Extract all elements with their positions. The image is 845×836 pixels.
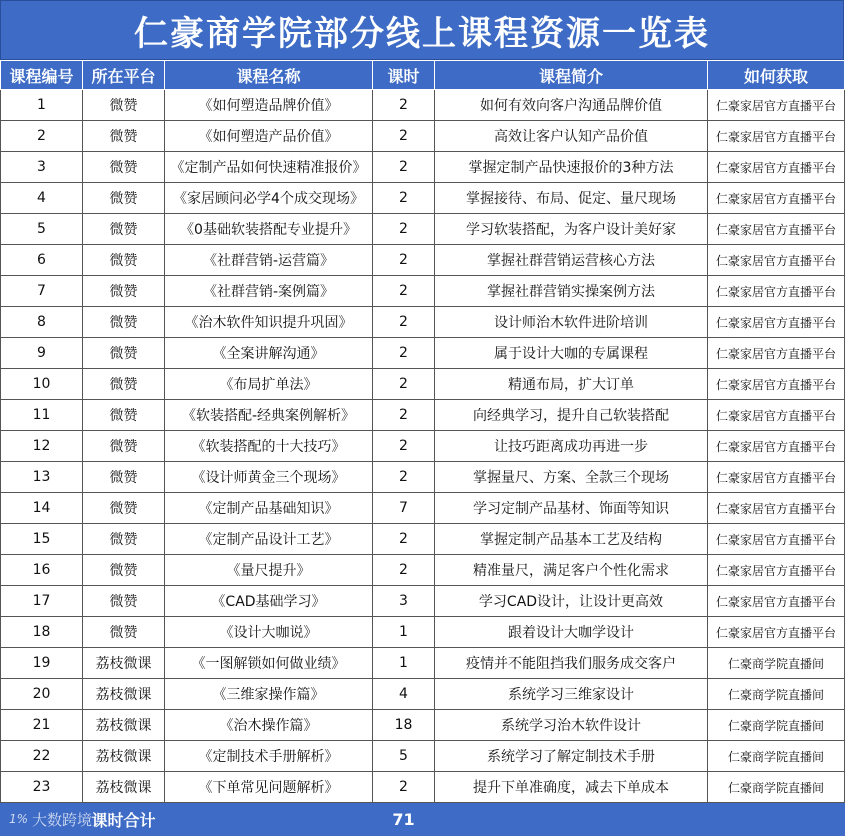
header-course-no[interactable]: 课程编号 [1,61,83,90]
cell-course-intro[interactable]: 精通布局，扩大订单 [435,369,708,400]
cell-hours[interactable]: 2 [373,555,435,586]
cell-course-name[interactable]: 《治木软件知识提升巩固》 [165,307,373,338]
cell-how-to-get[interactable]: 仁豪家居官方直播平台 [708,462,845,493]
cell-course-no[interactable]: 3 [1,152,83,183]
cell-course-intro[interactable]: 让技巧距离成功再进一步 [435,431,708,462]
cell-course-no[interactable]: 6 [1,245,83,276]
cell-course-name[interactable]: 《全案讲解沟通》 [165,338,373,369]
cell-course-intro[interactable]: 高效让客户认知产品价值 [435,121,708,152]
cell-platform[interactable]: 微赞 [83,307,165,338]
total-label[interactable]: 课时合计 [83,803,165,836]
cell-hours[interactable]: 2 [373,772,435,803]
cell-course-name[interactable]: 《布局扩单法》 [165,369,373,400]
cell-hours[interactable]: 2 [373,369,435,400]
table-row [1,555,845,586]
cell-hours[interactable]: 2 [373,431,435,462]
cell-course-name[interactable]: 《定制产品如何快速精准报价》 [165,152,373,183]
cell-course-no[interactable]: 5 [1,214,83,245]
table-row [1,493,845,524]
total-empty-cell[interactable] [165,803,373,836]
cell-course-no[interactable]: 14 [1,493,83,524]
cell-how-to-get[interactable]: 仁豪家居官方直播平台 [708,183,845,214]
table-row [1,617,845,648]
cell-course-no[interactable]: 17 [1,586,83,617]
total-empty-cell[interactable] [435,803,708,836]
cell-how-to-get[interactable]: 仁豪家居官方直播平台 [708,493,845,524]
cell-course-no[interactable]: 19 [1,648,83,679]
cell-course-no[interactable]: 23 [1,772,83,803]
cell-hours[interactable]: 4 [373,679,435,710]
cell-hours[interactable]: 2 [373,121,435,152]
cell-platform[interactable]: 微赞 [83,152,165,183]
cell-course-intro[interactable]: 学习软装搭配，为客户设计美好家 [435,214,708,245]
table-row [1,245,845,276]
cell-course-no[interactable]: 1 [1,90,83,121]
cell-hours[interactable]: 2 [373,245,435,276]
cell-platform[interactable]: 微赞 [83,214,165,245]
cell-platform[interactable]: 荔枝微课 [83,648,165,679]
cell-course-intro[interactable]: 掌握社群营销实操案例方法 [435,276,708,307]
watermark [1,803,93,836]
table-row [1,338,845,369]
cell-course-intro[interactable]: 向经典学习，提升自己软装搭配 [435,400,708,431]
cell-course-name[interactable]: 《三维家操作篇》 [165,679,373,710]
cell-how-to-get[interactable]: 仁豪商学院直播间 [708,772,845,803]
cell-course-name[interactable]: 《CAD基础学习》 [165,586,373,617]
cell-how-to-get[interactable]: 仁豪家居官方直播平台 [708,617,845,648]
cell-course-intro[interactable]: 掌握社群营销运营核心方法 [435,245,708,276]
cell-course-intro[interactable]: 系统学习了解定制技术手册 [435,741,708,772]
cell-how-to-get[interactable]: 仁豪家居官方直播平台 [708,152,845,183]
table-row [1,214,845,245]
cell-course-intro[interactable]: 属于设计大咖的专属课程 [435,338,708,369]
cell-course-intro[interactable]: 系统学习三维家设计 [435,679,708,710]
cell-hours[interactable]: 2 [373,338,435,369]
table-row [1,307,845,338]
cell-course-name[interactable]: 《社群营销-案例篇》 [165,276,373,307]
cell-course-no[interactable]: 22 [1,741,83,772]
cell-course-name[interactable]: 《一图解锁如何做业绩》 [165,648,373,679]
table-row [1,679,845,710]
cell-how-to-get[interactable]: 仁豪家居官方直播平台 [708,338,845,369]
cell-platform[interactable]: 荔枝微课 [83,710,165,741]
watermark-text: 大数跨境 [32,810,93,829]
header-course-intro[interactable]: 课程简介 [435,61,708,90]
cell-course-no[interactable]: 13 [1,462,83,493]
cell-course-intro[interactable]: 如何有效向客户沟通品牌价值 [435,90,708,121]
cell-course-no[interactable]: 16 [1,555,83,586]
cell-course-no[interactable]: 18 [1,617,83,648]
cell-course-no[interactable]: 7 [1,276,83,307]
cell-course-no[interactable]: 8 [1,307,83,338]
cell-platform[interactable]: 微赞 [83,462,165,493]
cell-how-to-get[interactable]: 仁豪家居官方直播平台 [708,307,845,338]
cell-platform[interactable]: 微赞 [83,90,165,121]
cell-hours[interactable]: 2 [373,524,435,555]
cell-course-name[interactable]: 《家居顾问必学4个成交现场》 [165,183,373,214]
cell-course-intro[interactable]: 系统学习治木软件设计 [435,710,708,741]
cell-course-intro[interactable]: 掌握定制产品基本工艺及结构 [435,524,708,555]
cell-how-to-get[interactable]: 仁豪家居官方直播平台 [708,431,845,462]
cell-platform[interactable]: 荔枝微课 [83,772,165,803]
header-platform[interactable]: 所在平台 [83,61,165,90]
cell-platform[interactable]: 微赞 [83,493,165,524]
cell-platform[interactable]: 微赞 [83,245,165,276]
cell-hours[interactable]: 2 [373,152,435,183]
cell-course-name[interactable]: 《0基础软装搭配专业提升》 [165,214,373,245]
table-row [1,710,845,741]
cell-course-intro[interactable]: 跟着设计大咖学设计 [435,617,708,648]
cell-how-to-get[interactable]: 仁豪家居官方直播平台 [708,276,845,307]
total-row [1,803,845,836]
cell-course-no[interactable]: 21 [1,710,83,741]
cell-course-name[interactable]: 《如何塑造产品价值》 [165,121,373,152]
cell-how-to-get[interactable]: 仁豪家居官方直播平台 [708,121,845,152]
cell-hours[interactable]: 2 [373,276,435,307]
total-hours[interactable]: 71 [373,803,435,836]
cell-platform[interactable]: 微赞 [83,338,165,369]
cell-how-to-get[interactable]: 仁豪家居官方直播平台 [708,369,845,400]
table-row [1,648,845,679]
cell-how-to-get[interactable]: 仁豪家居官方直播平台 [708,555,845,586]
cell-platform[interactable]: 微赞 [83,400,165,431]
cell-course-name[interactable]: 《下单常见问题解析》 [165,772,373,803]
table-row [1,152,845,183]
cell-hours[interactable]: 2 [373,90,435,121]
cell-hours[interactable]: 3 [373,586,435,617]
cell-platform[interactable]: 微赞 [83,555,165,586]
table-row [1,772,845,803]
cell-course-no[interactable]: 10 [1,369,83,400]
cell-course-name[interactable]: 《软装搭配-经典案例解析》 [165,400,373,431]
cell-course-intro[interactable]: 掌握定制产品快速报价的3种方法 [435,152,708,183]
table-row [1,276,845,307]
cell-hours[interactable]: 2 [373,183,435,214]
cell-course-intro[interactable]: 掌握量尺、方案、全款三个现场 [435,462,708,493]
cell-how-to-get[interactable]: 仁豪商学院直播间 [708,679,845,710]
header-hours[interactable]: 课时 [373,61,435,90]
cell-course-no[interactable]: 11 [1,400,83,431]
cell-platform[interactable]: 微赞 [83,617,165,648]
cell-hours[interactable]: 2 [373,214,435,245]
cell-how-to-get[interactable]: 仁豪家居官方直播平台 [708,400,845,431]
table-row [1,431,845,462]
cell-course-name[interactable]: 《量尺提升》 [165,555,373,586]
course-table [0,60,845,836]
cell-course-no[interactable]: 20 [1,679,83,710]
cell-course-name[interactable]: 《治木操作篇》 [165,710,373,741]
cell-how-to-get[interactable]: 仁豪家居官方直播平台 [708,245,845,276]
cell-course-intro[interactable]: 掌握接待、布局、促定、量尺现场 [435,183,708,214]
table-row [1,524,845,555]
total-empty-cell[interactable] [708,803,845,836]
cell-hours[interactable]: 18 [373,710,435,741]
header-course-name[interactable]: 课程名称 [165,61,373,90]
cell-platform[interactable]: 微赞 [83,276,165,307]
cell-how-to-get[interactable]: 仁豪家居官方直播平台 [708,90,845,121]
cell-how-to-get[interactable]: 仁豪商学院直播间 [708,648,845,679]
cell-platform[interactable]: 微赞 [83,524,165,555]
cell-how-to-get[interactable]: 仁豪家居官方直播平台 [708,586,845,617]
cell-how-to-get[interactable]: 仁豪商学院直播间 [708,741,845,772]
cell-platform[interactable]: 微赞 [83,369,165,400]
cell-hours[interactable]: 2 [373,307,435,338]
cell-course-no[interactable]: 12 [1,431,83,462]
cell-how-to-get[interactable]: 仁豪家居官方直播平台 [708,524,845,555]
cell-hours[interactable]: 2 [373,400,435,431]
cell-platform[interactable]: 微赞 [83,183,165,214]
cell-course-intro[interactable]: 学习CAD设计，让设计更高效 [435,586,708,617]
cell-platform[interactable]: 荔枝微课 [83,679,165,710]
table-row [1,586,845,617]
table-row [1,90,845,121]
cell-hours[interactable]: 1 [373,617,435,648]
cell-course-name[interactable]: 《设计大咖说》 [165,617,373,648]
table-row [1,121,845,152]
table-body [1,90,845,803]
cell-course-name[interactable]: 《定制产品基础知识》 [165,493,373,524]
cell-course-name[interactable]: 《定制产品设计工艺》 [165,524,373,555]
cell-platform[interactable]: 微赞 [83,586,165,617]
cell-platform[interactable]: 微赞 [83,121,165,152]
cell-hours[interactable]: 7 [373,493,435,524]
cell-course-name[interactable]: 《定制技术手册解析》 [165,741,373,772]
cell-course-name[interactable]: 《设计师黄金三个现场》 [165,462,373,493]
cell-course-no[interactable]: 15 [1,524,83,555]
cell-hours[interactable]: 5 [373,741,435,772]
cell-course-no[interactable]: 9 [1,338,83,369]
header-row [1,61,845,90]
cell-hours[interactable]: 1 [373,648,435,679]
cell-course-intro[interactable]: 学习定制产品基材、饰面等知识 [435,493,708,524]
header-how-to-get[interactable]: 如何获取 [708,61,845,90]
cell-how-to-get[interactable]: 仁豪商学院直播间 [708,710,845,741]
table-row [1,400,845,431]
cell-hours[interactable]: 2 [373,462,435,493]
sheet-title: 仁豪商学院部分线上课程资源一览表 [0,0,844,60]
cell-course-name[interactable]: 《如何塑造品牌价值》 [165,90,373,121]
cell-how-to-get[interactable]: 仁豪家居官方直播平台 [708,214,845,245]
table-row [1,462,845,493]
cell-course-name[interactable]: 《软装搭配的十大技巧》 [165,431,373,462]
cell-course-intro[interactable]: 提升下单准确度，减去下单成本 [435,772,708,803]
table-row [1,183,845,214]
watermark-logo-icon: 1% [9,812,29,826]
cell-course-intro[interactable]: 设计师治木软件进阶培训 [435,307,708,338]
cell-course-intro[interactable]: 精准量尺，满足客户个性化需求 [435,555,708,586]
cell-platform[interactable]: 微赞 [83,431,165,462]
cell-platform[interactable]: 荔枝微课 [83,741,165,772]
cell-course-intro[interactable]: 疫情并不能阻挡我们服务成交客户 [435,648,708,679]
cell-course-name[interactable]: 《社群营销-运营篇》 [165,245,373,276]
table-row [1,741,845,772]
cell-course-no[interactable]: 2 [1,121,83,152]
cell-course-no[interactable]: 4 [1,183,83,214]
table-row [1,369,845,400]
